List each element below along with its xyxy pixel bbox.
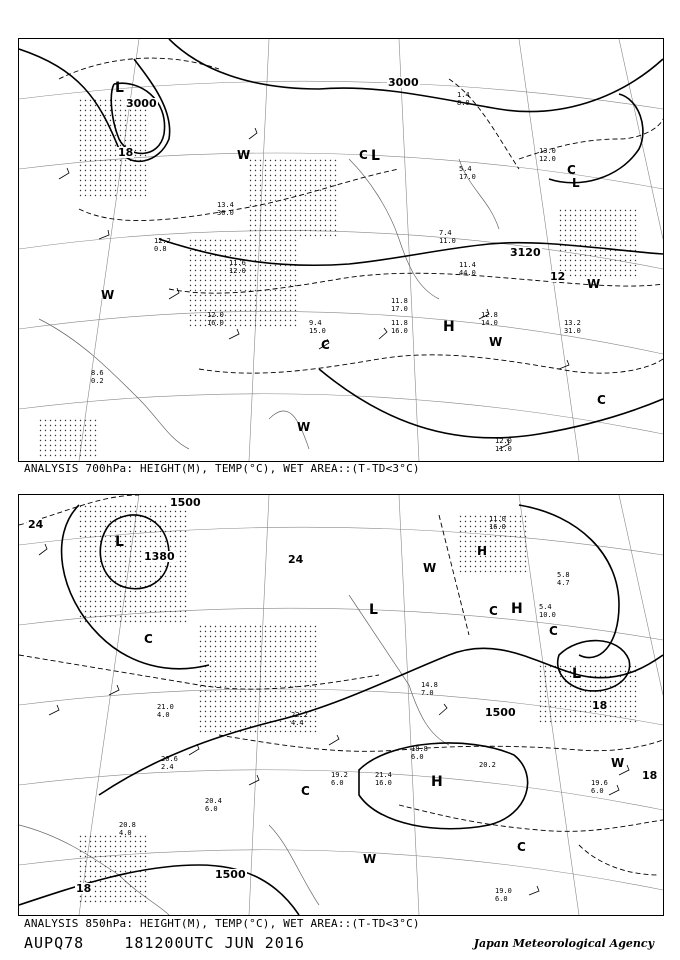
cold-center-1: C — [359, 148, 368, 162]
station-obs: 11.6 12.0 — [229, 259, 246, 275]
station-obs: 12.0 16.0 — [207, 311, 224, 327]
station-obs: 13.4 30.0 — [217, 201, 234, 217]
low-center-2: L — [369, 602, 378, 618]
high-center-1: H — [431, 774, 443, 790]
station-obs: 14.8 7.0 — [421, 681, 438, 697]
station-obs: 11.8 17.0 — [391, 297, 408, 313]
station-obs: 5.4 10.0 — [539, 603, 556, 619]
agency-name: Japan Meteorological Agency — [473, 937, 654, 950]
low-center-1: L — [115, 534, 124, 550]
low-center-2: L — [371, 148, 380, 164]
station-obs: 18.8 6.0 — [411, 745, 428, 761]
station-obs: 13.2 31.0 — [564, 319, 581, 335]
warm-center-1: W — [101, 288, 115, 302]
high-center-2: H — [511, 601, 523, 617]
caption-850hpa: ANALYSIS 850hPa: HEIGHT(M), TEMP(°C), WET AREA::(T-TD<3°C) — [24, 917, 420, 930]
caption-700hpa: ANALYSIS 700hPa: HEIGHT(M), TEMP(°C), WET AREA::(T-TD<3°C) — [24, 462, 420, 475]
contour-label-3120: 3120 — [510, 246, 541, 259]
chart-datetime: 181200UTC JUN 2016 — [124, 934, 305, 952]
map-850hpa-graphics — [19, 495, 663, 915]
contour-label-3000-west: 3000 — [126, 97, 157, 110]
contour-label-1500-south: 1500 — [215, 868, 246, 881]
station-obs: 1.4 8.0 — [457, 91, 470, 107]
contour-label-1500-east: 1500 — [485, 706, 516, 719]
cold-center-2: C — [321, 338, 330, 352]
cold-center-4: C — [301, 784, 310, 798]
cold-center-3: C — [597, 393, 606, 407]
low-center-3: L — [572, 176, 580, 190]
station-obs: 21.0 4.0 — [157, 703, 174, 719]
station-obs: 19.2 6.0 — [331, 771, 348, 787]
warm-center-3: W — [489, 335, 503, 349]
isotherm-label-18-far-east: 18 — [642, 769, 658, 782]
station-obs: 9.4 15.0 — [309, 319, 326, 335]
isotherm-label-18-south: 18 — [76, 882, 92, 895]
contour-label-1380: 1380 — [144, 550, 175, 563]
warm-center-5: W — [237, 148, 251, 162]
low-center-3: L — [572, 666, 581, 682]
contour-label-1500-north: 1500 — [170, 496, 201, 509]
warm-center-2: W — [363, 852, 377, 866]
isotherm-label-18-east: 18 — [592, 699, 608, 712]
map-panel-700hpa — [18, 38, 664, 462]
contour-label-3000-east: 3000 — [388, 76, 419, 89]
cold-center-2: C — [489, 604, 498, 618]
high-center-3: H — [477, 544, 488, 558]
warm-center-1: W — [423, 561, 437, 575]
chart-identifier — [24, 934, 305, 952]
station-obs: 5.4 17.0 — [459, 165, 476, 181]
isotherm-label-24-west: 24 — [28, 518, 44, 531]
cold-center-1: C — [144, 632, 153, 646]
station-obs: 11.8 16.0 — [391, 319, 408, 335]
warm-center-2: W — [587, 277, 601, 291]
station-obs: 11.4 44.0 — [459, 261, 476, 277]
high-center: H — [443, 319, 455, 335]
isotherm-label-12: 12 — [550, 270, 566, 283]
station-obs: 12.8 14.0 — [481, 311, 498, 327]
station-obs: 20.8 4.0 — [119, 821, 136, 837]
station-obs: 8.6 0.2 — [91, 369, 104, 385]
station-obs: 22.2 4.4 — [291, 711, 308, 727]
station-obs: 21.4 16.0 — [375, 771, 392, 787]
station-obs: 20.6 2.4 — [161, 755, 178, 771]
station-obs: 19.6 6.0 — [591, 779, 608, 795]
cold-center-5: C — [517, 840, 526, 854]
station-obs: 13.0 12.0 — [539, 147, 556, 163]
station-obs: 12.2 0.8 — [154, 237, 171, 253]
chart-code: AUPQ78 — [24, 934, 85, 952]
station-obs: 19.0 6.0 — [495, 887, 512, 903]
isotherm-label-18: 18 — [118, 146, 134, 159]
map-700hpa-graphics — [19, 39, 663, 461]
cold-center-3: C — [549, 624, 558, 638]
map-panel-850hpa — [18, 494, 664, 916]
station-obs: 7.4 11.0 — [439, 229, 456, 245]
station-obs: 20.2 — [479, 761, 496, 769]
warm-center-3: W — [611, 756, 625, 770]
warm-center-4: W — [297, 420, 311, 434]
low-center-1: L — [115, 80, 124, 96]
cold-center-4: C — [567, 163, 576, 177]
station-obs: 12.0 11.0 — [495, 437, 512, 453]
station-obs: 11.0 16.0 — [489, 515, 506, 531]
station-obs: 5.8 4.7 — [557, 571, 570, 587]
isotherm-label-24-center: 24 — [288, 553, 304, 566]
station-obs: 20.4 6.0 — [205, 797, 222, 813]
